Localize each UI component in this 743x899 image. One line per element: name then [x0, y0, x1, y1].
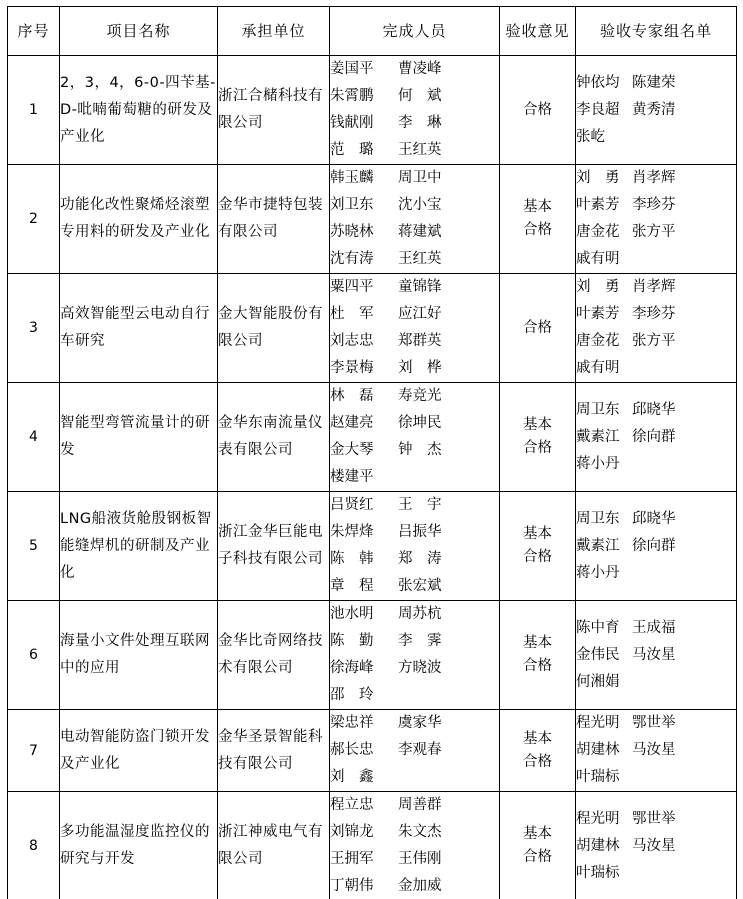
table-row	[8, 492, 737, 601]
person-name: 蒋建斌	[398, 224, 442, 240]
table-row	[8, 710, 737, 792]
person-name: 吕贤红	[330, 497, 374, 513]
opinion-text	[500, 523, 575, 569]
expert-name: 周卫东	[576, 401, 620, 418]
expert-line	[576, 451, 736, 478]
expert-line	[576, 124, 736, 151]
people-cell	[330, 710, 500, 792]
expert-name: 王成福	[632, 619, 676, 636]
people-line	[330, 628, 499, 655]
expert-line	[576, 246, 736, 273]
person-name: 邵 玲	[330, 687, 374, 703]
person-name: 虞家华	[398, 715, 442, 731]
opinion-text	[500, 317, 575, 340]
person-name: 范 璐	[330, 142, 374, 158]
person-name: 周善群	[398, 797, 442, 813]
people-line	[330, 110, 499, 137]
person-name: 韩玉麟	[330, 170, 374, 186]
expert-name: 戚有明	[576, 360, 620, 376]
expert-name: 陈建荣	[632, 74, 676, 91]
expert-name: 戴素江	[576, 428, 620, 445]
people-cell	[330, 165, 500, 274]
experts-cell	[576, 710, 737, 792]
row-index-cell: 6	[8, 601, 60, 710]
person-name: 周卫中	[398, 170, 442, 186]
opinion-cell	[500, 792, 576, 899]
column-header-unit: 承担单位	[218, 7, 330, 56]
column-header-experts: 验收专家组名单	[576, 7, 737, 56]
expert-name: 张方平	[632, 224, 676, 240]
people-line	[330, 573, 499, 600]
people-line	[330, 464, 499, 491]
opinion-text	[500, 728, 575, 774]
opinion-cell	[500, 383, 576, 492]
person-name: 沈有涛	[330, 251, 374, 267]
person-name: 杜 军	[330, 306, 374, 322]
opinion-cell	[500, 56, 576, 165]
people-line	[330, 519, 499, 546]
expert-name: 李珍芬	[632, 197, 676, 213]
expert-name: 陈中育	[576, 619, 620, 636]
opinion-text	[500, 99, 575, 122]
opinion-line: 基本	[523, 826, 552, 842]
experts-cell	[576, 601, 737, 710]
expert-name: 金伟民	[576, 646, 620, 663]
person-name: 楼建平	[330, 469, 374, 485]
opinion-line: 基本	[523, 199, 552, 215]
table-row	[8, 383, 737, 492]
people-line	[330, 601, 499, 628]
row-index-cell: 5	[8, 492, 60, 601]
expert-name: 程光明	[576, 715, 620, 731]
person-name: 朱焊烽	[330, 524, 374, 540]
expert-name: 唐金花	[576, 224, 620, 240]
people-cell	[330, 601, 500, 710]
expert-name: 戚有明	[576, 251, 620, 267]
person-name: 王伟刚	[398, 851, 442, 867]
table-row	[8, 56, 737, 165]
opinion-text	[500, 823, 575, 869]
expert-line	[576, 669, 736, 696]
expert-name: 何湘娟	[576, 673, 620, 690]
person-name: 梁忠祥	[330, 715, 374, 731]
people-cell	[330, 383, 500, 492]
person-name: 王红英	[398, 251, 442, 267]
people-line	[330, 355, 499, 382]
people-line	[330, 137, 499, 164]
person-name: 方晓波	[398, 660, 442, 676]
unit-cell: 金华东南流量仪表有限公司	[218, 383, 330, 492]
opinion-line: 合格	[523, 753, 552, 770]
people-line	[330, 165, 499, 192]
expert-line	[576, 301, 736, 328]
row-index-cell: 2	[8, 165, 60, 274]
expert-line	[576, 615, 736, 642]
person-name: 章 程	[330, 578, 374, 594]
person-name: 李景梅	[330, 360, 374, 376]
people-line	[330, 873, 499, 899]
people-line	[330, 682, 499, 709]
unit-cell: 浙江合槠科技有限公司	[218, 56, 330, 165]
person-name: 朱文杰	[398, 824, 442, 840]
column-header-project-name: 项目名称	[60, 7, 218, 56]
people-line	[330, 437, 499, 464]
expert-name: 黄秀清	[632, 101, 676, 118]
person-name: 林 磊	[330, 388, 374, 404]
project-name-cell: 2，3，4，6-0-四苄基-D-吡喃葡萄糖的研发及产业化	[60, 56, 218, 165]
person-name: 郑群英	[398, 333, 442, 349]
row-index-cell: 7	[8, 710, 60, 792]
person-name: 金大琴	[330, 442, 374, 458]
people-line	[330, 764, 499, 791]
column-header-opinion: 验收意见	[500, 7, 576, 56]
project-name-cell: 电动智能防盗门锁开发及产业化	[60, 710, 218, 792]
person-name: 沈小宝	[398, 197, 442, 213]
people-cell	[330, 492, 500, 601]
expert-line	[576, 219, 736, 246]
opinion-text	[500, 632, 575, 678]
expert-name: 程光明	[576, 810, 620, 827]
expert-line	[576, 274, 736, 301]
experts-cell	[576, 383, 737, 492]
people-line	[330, 737, 499, 764]
people-cell	[330, 56, 500, 165]
table-row	[8, 601, 737, 710]
expert-name: 刘 勇	[576, 279, 620, 295]
row-index-cell: 1	[8, 56, 60, 165]
people-line	[330, 83, 499, 110]
person-name: 刘志忠	[330, 333, 374, 349]
expert-name: 唐金花	[576, 333, 620, 349]
person-name: 钟 杰	[398, 442, 442, 458]
project-name-cell: 高效智能型云电动自行车研究	[60, 274, 218, 383]
acceptance-results-table	[7, 6, 737, 899]
expert-name: 鄂世举	[632, 715, 676, 731]
people-line	[330, 546, 499, 573]
expert-name: 张屹	[576, 128, 605, 145]
expert-line	[576, 764, 736, 791]
table-row	[8, 274, 737, 383]
expert-line	[576, 397, 736, 424]
person-name: 寿竞光	[398, 388, 442, 404]
person-name: 周苏杭	[398, 606, 442, 622]
people-line	[330, 846, 499, 873]
project-name-cell: 智能型弯管流量计的研发	[60, 383, 218, 492]
person-name: 徐坤民	[398, 415, 442, 431]
experts-cell	[576, 274, 737, 383]
expert-name: 戴素江	[576, 537, 620, 554]
person-name: 赵建亮	[330, 415, 374, 431]
opinion-cell	[500, 710, 576, 792]
people-line	[330, 219, 499, 246]
expert-line	[576, 533, 736, 560]
opinion-line: 基本	[523, 730, 552, 747]
expert-name: 刘 勇	[576, 170, 620, 186]
expert-line	[576, 192, 736, 219]
opinion-line: 合格	[523, 101, 552, 118]
people-line	[330, 655, 499, 682]
expert-line	[576, 710, 736, 737]
person-name: 张宏斌	[398, 578, 442, 594]
expert-name: 蒋小丹	[576, 564, 620, 581]
unit-cell: 金华市捷特包装有限公司	[218, 165, 330, 274]
opinion-text	[500, 414, 575, 460]
unit-cell: 浙江神威电气有限公司	[218, 792, 330, 899]
person-name: 何 斌	[398, 88, 442, 104]
expert-line	[576, 642, 736, 669]
expert-line	[576, 355, 736, 382]
opinion-line: 合格	[523, 440, 552, 456]
unit-cell: 金华圣景智能科技有限公司	[218, 710, 330, 792]
expert-name: 周卫东	[576, 510, 620, 527]
people-line	[330, 301, 499, 328]
opinion-line: 基本	[523, 635, 552, 651]
row-index-cell: 8	[8, 792, 60, 899]
table-header-row	[8, 7, 737, 56]
opinion-line: 基本	[523, 417, 552, 433]
experts-cell	[576, 165, 737, 274]
expert-name: 叶素芳	[576, 197, 620, 213]
expert-line	[576, 560, 736, 587]
opinion-cell	[500, 601, 576, 710]
project-name-cell: 多功能温湿度监控仪的研究与开发	[60, 792, 218, 899]
person-name: 徐海峰	[330, 660, 374, 676]
expert-name: 肖孝辉	[632, 279, 676, 295]
expert-name: 叶瑞标	[576, 864, 620, 881]
opinion-cell	[500, 274, 576, 383]
person-name: 陈 韩	[330, 551, 374, 567]
expert-name: 张方平	[632, 333, 676, 349]
expert-name: 徐向群	[632, 428, 676, 445]
opinion-cell	[500, 165, 576, 274]
person-name: 朱霄鹏	[330, 88, 374, 104]
expert-line	[576, 737, 736, 764]
expert-name: 马汝星	[632, 646, 676, 663]
person-name: 苏晓林	[330, 224, 374, 240]
people-line	[330, 819, 499, 846]
expert-name: 肖孝辉	[632, 170, 676, 186]
person-name: 丁朝伟	[330, 878, 374, 894]
people-line	[330, 410, 499, 437]
person-name: 郝长忠	[330, 742, 374, 758]
project-name-cell: LNG船液货舱殷钢板智能缝焊机的研制及产业化	[60, 492, 218, 601]
expert-line	[576, 328, 736, 355]
people-line	[330, 328, 499, 355]
person-name: 金加威	[398, 878, 442, 894]
people-line	[330, 792, 499, 819]
person-name: 曹凌峰	[398, 61, 442, 77]
person-name: 刘锦龙	[330, 824, 374, 840]
opinion-line: 基本	[523, 526, 552, 542]
expert-line	[576, 165, 736, 192]
people-cell	[330, 792, 500, 899]
people-cell	[330, 274, 500, 383]
people-line	[330, 274, 499, 301]
person-name: 李 霁	[398, 633, 442, 649]
person-name: 陈 勤	[330, 633, 374, 649]
column-header-index: 序号	[8, 7, 60, 56]
people-line	[330, 56, 499, 83]
opinion-line: 合格	[523, 849, 552, 865]
people-line	[330, 710, 499, 737]
expert-name: 蒋小丹	[576, 455, 620, 472]
expert-name: 叶素芳	[576, 306, 620, 322]
person-name: 应江好	[398, 306, 442, 322]
project-name-cell: 功能化改性聚烯烃滚塑专用料的研发及产业化	[60, 165, 218, 274]
person-name: 郑 涛	[398, 551, 442, 567]
expert-name: 邱晓华	[632, 510, 676, 527]
expert-line	[576, 97, 736, 124]
opinion-line: 合格	[523, 222, 552, 238]
people-line	[330, 492, 499, 519]
person-name: 王 宇	[398, 497, 442, 513]
person-name: 吕振华	[398, 524, 442, 540]
expert-line	[576, 506, 736, 533]
people-line	[330, 383, 499, 410]
expert-name: 李良超	[576, 101, 620, 118]
expert-line	[576, 424, 736, 451]
unit-cell: 浙江金华巨能电子科技有限公司	[218, 492, 330, 601]
experts-cell	[576, 792, 737, 899]
expert-name: 马汝星	[632, 742, 676, 758]
unit-cell: 金华比奇网络技术有限公司	[218, 601, 330, 710]
opinion-line: 合格	[523, 549, 552, 565]
unit-cell: 金大智能股份有限公司	[218, 274, 330, 383]
expert-line	[576, 860, 736, 887]
people-line	[330, 192, 499, 219]
opinion-line: 合格	[523, 319, 552, 336]
opinion-line: 合格	[523, 658, 552, 674]
person-name: 李 琳	[398, 115, 442, 131]
person-name: 姜国平	[330, 61, 374, 77]
expert-name: 鄂世举	[632, 810, 676, 827]
expert-name: 叶瑞标	[576, 769, 620, 785]
opinion-cell	[500, 492, 576, 601]
expert-line	[576, 70, 736, 97]
project-name-cell: 海量小文件处理互联网中的应用	[60, 601, 218, 710]
table-row	[8, 165, 737, 274]
expert-name: 胡建林	[576, 742, 620, 758]
row-index-cell: 3	[8, 274, 60, 383]
expert-name: 钟依均	[576, 74, 620, 91]
person-name: 程立忠	[330, 797, 374, 813]
expert-name: 胡建林	[576, 837, 620, 854]
column-header-people: 完成人员	[330, 7, 500, 56]
person-name: 粟四平	[330, 279, 374, 295]
expert-name: 李珍芬	[632, 306, 676, 322]
row-index-cell: 4	[8, 383, 60, 492]
person-name: 童锦锋	[398, 279, 442, 295]
person-name: 李观春	[398, 742, 442, 758]
table-body	[8, 56, 737, 899]
expert-name: 马汝星	[632, 837, 676, 854]
expert-name: 徐向群	[632, 537, 676, 554]
experts-cell	[576, 492, 737, 601]
person-name: 刘 桦	[398, 360, 442, 376]
expert-line	[576, 806, 736, 833]
person-name: 池水明	[330, 606, 374, 622]
expert-name: 邱晓华	[632, 401, 676, 418]
people-line	[330, 246, 499, 273]
person-name: 刘 鑫	[330, 769, 374, 785]
person-name: 钱献刚	[330, 115, 374, 131]
person-name: 刘卫东	[330, 197, 374, 213]
person-name: 王拥军	[330, 851, 374, 867]
table-row	[8, 792, 737, 899]
expert-line	[576, 833, 736, 860]
experts-cell	[576, 56, 737, 165]
person-name: 王红英	[398, 142, 442, 158]
opinion-text	[500, 196, 575, 242]
